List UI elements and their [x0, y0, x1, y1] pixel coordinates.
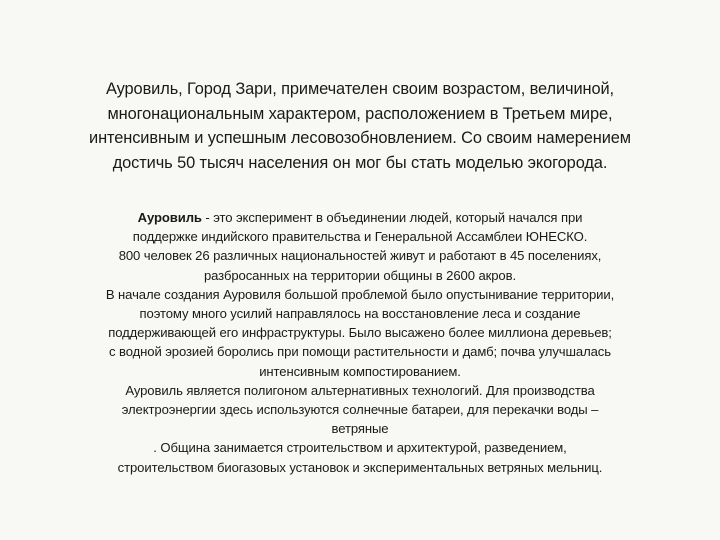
body-line: с водной эрозией боролись при помощи растительности и дамб; почва улучшалась: [109, 344, 611, 360]
headline-line: Ауровиль, Город Зари, примечателен своим возрастом, величиной,: [105, 80, 614, 98]
slide-headline: [30, 77, 690, 176]
body-line-first-rest: - это эксперимент в объединении людей, который начался при: [201, 210, 583, 225]
headline-line: интенсивным и успешным лесовозобновлением. Со своим намерением: [89, 129, 631, 148]
body-line-first: [20, 208, 700, 227]
body-line: интенсивным компостированием.: [259, 363, 461, 379]
body-line: 800 человек 26 различных национальностей живут и работают в 45 поселениях,: [118, 248, 602, 264]
body-line: поддержке индийского правительства и Генеральной Ассамблеи ЮНЕСКО.: [132, 229, 588, 245]
headline-line: многонациональным характером, расположением в Третьем мире,: [107, 104, 613, 123]
body-paragraph: [20, 208, 700, 477]
term-auroville: Ауровиль: [137, 210, 202, 225]
body-line: электроэнергии здесь используются солнечные батареи, для перекачки воды –: [121, 402, 599, 418]
body-line: . Община занимается строительством и архитектурой, разведением,: [153, 440, 567, 456]
body-line: разбросанных на территории общины в 2600 акров.: [203, 267, 517, 283]
body-line: Ауровиль является полигоном альтернативных технологий. Для производства: [125, 382, 595, 398]
body-line: В начале создания Ауровиля большой проблемой было опустынивание территории,: [105, 286, 615, 302]
body-line: поэтому много усилий направлялось на восстановление леса и создание: [139, 306, 581, 322]
headline-line: достичь 50 тысяч населения он мог бы стать моделью экогорода.: [112, 154, 608, 173]
body-line: строительством биогазовых установок и экспериментальных ветряных мельниц.: [117, 459, 603, 475]
body-line: поддерживающей его инфраструктуры. Было высажено более миллиона деревьев;: [108, 325, 612, 341]
body-line: ветряные: [331, 421, 389, 437]
